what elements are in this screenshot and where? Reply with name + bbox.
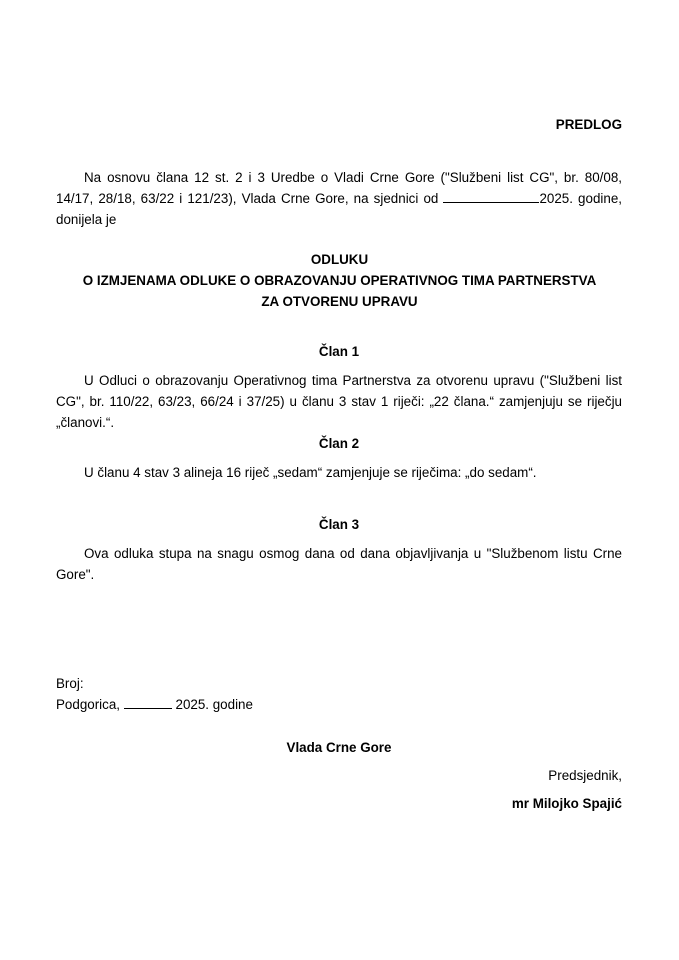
article-2-body <box>56 462 622 483</box>
number-label: Broj: <box>56 676 84 691</box>
article-1-heading: Član 1 <box>318 344 360 359</box>
title-line-2: O IZMJENAMA ODLUKE O OBRAZOVANJU OPERATIVNOG TIMA PARTNERSTVA <box>82 273 597 288</box>
article-2-heading: Član 2 <box>318 436 360 451</box>
title-line-1: ODLUKU <box>310 252 369 267</box>
preamble-paragraph <box>56 167 622 230</box>
preamble-text: Na osnovu člana 12 st. 2 i 3 Uredbe o Vladi Crne Gore ("Službeni list CG", br. 80/08, 14/17, 28/18, 63/22 i 121/23), Vlada Crne Gore, na sjednici od <box>56 170 622 206</box>
date-blank <box>443 189 539 203</box>
article-3-heading: Član 3 <box>318 517 360 532</box>
decision-title <box>40 249 639 312</box>
government-name: Vlada Crne Gore <box>286 740 392 755</box>
article-3-text: Ova odluka stupa na snagu osmog dana od dana objavljivanja u "Službenom listu Crne Gore". <box>56 546 622 582</box>
article-3-body <box>56 543 622 585</box>
place-suffix: 2025. godine <box>175 697 253 712</box>
article-1-text: U Odluci o obrazovanju Operativnog tima Partnerstva za otvorenu upravu ("Službeni list CG", br. 110/22, 63/23, 66/24 i 37/25) u članu 3 stav 1 riječi: „22 člana.“ zamjenjuju se riječju „članovi.“. <box>56 373 622 430</box>
article-2-text: U članu 4 stav 3 alineja 16 riječ „sedam“ zamjenjuje se riječima: „do sedam“. <box>84 465 537 480</box>
status-label: PREDLOG <box>555 117 622 132</box>
footer-date-blank <box>124 695 172 709</box>
signatory-name: mr Milojko Spajić <box>511 796 622 811</box>
title-line-3: ZA OTVORENU UPRAVU <box>261 294 418 309</box>
preamble <box>56 167 622 230</box>
signatory-title: Predsjednik, <box>548 768 622 783</box>
preamble-text-end: 2025. godine, donijela je <box>56 191 622 227</box>
article-1-body <box>56 370 622 433</box>
place-label: Podgorica, <box>56 697 121 712</box>
place-date-line <box>56 694 253 715</box>
